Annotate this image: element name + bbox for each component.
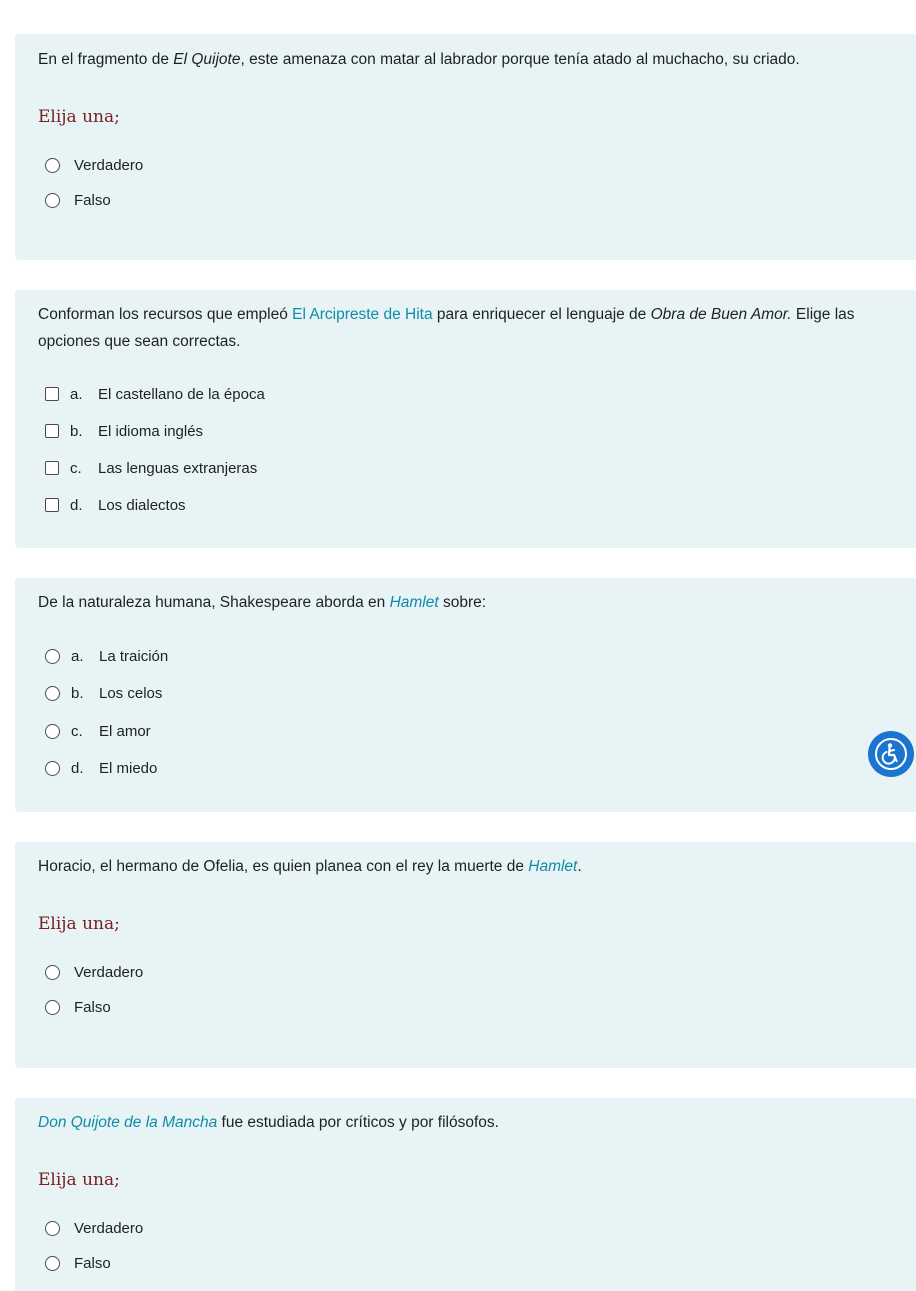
choose-one-prompt: Elija una;: [38, 1170, 120, 1190]
option-falso[interactable]: [45, 996, 111, 1018]
radio-button[interactable]: [45, 965, 60, 980]
option-verdadero[interactable]: [45, 154, 143, 176]
option-label: El idioma inglés: [98, 422, 204, 440]
option-label: El amor: [99, 722, 151, 740]
question-text-part: , este amenaza con matar al labrador porque tenía atado al muchacho, su criado.: [240, 51, 800, 68]
option-label: Falso: [74, 1254, 111, 1272]
radio-button[interactable]: [45, 1256, 60, 1271]
checkbox[interactable]: [45, 461, 59, 475]
radio-button[interactable]: [45, 1000, 60, 1015]
accessibility-button[interactable]: [868, 731, 914, 777]
option-b[interactable]: [45, 420, 203, 442]
option-letter: b.: [70, 422, 83, 440]
option-letter: a.: [70, 385, 83, 403]
radio-button[interactable]: [45, 761, 60, 776]
question-card-3: [15, 578, 916, 812]
radio-button[interactable]: [45, 686, 60, 701]
option-label: La traición: [99, 647, 169, 665]
option-label: Verdadero: [74, 1219, 144, 1237]
question-text-italic: Obra de Buen Amor.: [650, 306, 792, 323]
checkbox[interactable]: [45, 387, 59, 401]
option-verdadero[interactable]: [45, 1217, 143, 1239]
option-label: El miedo: [99, 759, 158, 777]
question-text: [38, 589, 896, 616]
question-card-1: [15, 34, 916, 260]
option-label: Falso: [74, 998, 111, 1016]
radio-button[interactable]: [45, 649, 60, 664]
radio-button[interactable]: [45, 724, 60, 739]
accessibility-icon: [874, 737, 908, 771]
option-label: Los celos: [99, 684, 163, 702]
option-falso[interactable]: [45, 189, 111, 211]
question-text: [38, 1109, 896, 1136]
question-text: [38, 46, 896, 73]
option-d[interactable]: [45, 757, 157, 779]
question-text-part: Conforman los recursos que empleó: [38, 306, 293, 323]
question-text: [38, 853, 896, 880]
choose-one-prompt: Elija una;: [38, 914, 120, 934]
option-label: El castellano de la época: [98, 385, 265, 403]
question-text-part: sobre:: [438, 594, 487, 611]
question-text-part: Elige las opciones que sean correctas.: [38, 306, 855, 350]
option-label: Los dialectos: [98, 496, 186, 514]
question-text-part: fue estudiada por críticos y por filósofos.: [217, 1114, 499, 1131]
question-text-part: Horacio, el hermano de Ofelia, es quien planea con el rey la muerte de: [38, 858, 529, 875]
question-card-2: [15, 290, 916, 548]
option-c[interactable]: [45, 720, 151, 742]
question-text-italic: El Quijote: [173, 51, 241, 68]
question-card-5: [15, 1098, 916, 1291]
question-text-part: De la naturaleza humana, Shakespeare aborda en: [38, 594, 390, 611]
option-letter: a.: [71, 647, 84, 665]
option-letter: c.: [70, 459, 82, 477]
option-letter: b.: [71, 684, 84, 702]
option-b[interactable]: [45, 682, 162, 704]
checkbox[interactable]: [45, 498, 59, 512]
option-label: Verdadero: [74, 963, 144, 981]
radio-button[interactable]: [45, 158, 60, 173]
option-label: Falso: [74, 191, 111, 209]
choose-one-prompt: Elija una;: [38, 107, 120, 127]
don-quijote-link[interactable]: Don Quijote de la Mancha: [38, 1114, 218, 1131]
option-falso[interactable]: [45, 1252, 111, 1274]
option-verdadero[interactable]: [45, 961, 143, 983]
option-a[interactable]: [45, 383, 265, 405]
radio-button[interactable]: [45, 1221, 60, 1236]
hamlet-link[interactable]: Hamlet: [528, 858, 578, 875]
option-a[interactable]: [45, 645, 168, 667]
option-d[interactable]: [45, 494, 186, 516]
question-card-4: [15, 842, 916, 1068]
radio-button[interactable]: [45, 193, 60, 208]
checkbox[interactable]: [45, 424, 59, 438]
option-letter: c.: [71, 722, 83, 740]
option-label: Las lenguas extranjeras: [98, 459, 258, 477]
option-label: Verdadero: [74, 156, 144, 174]
hamlet-link[interactable]: Hamlet: [389, 594, 439, 611]
option-c[interactable]: [45, 457, 257, 479]
author-link[interactable]: El Arcipreste de Hita: [292, 306, 433, 323]
question-text-part: .: [577, 858, 582, 875]
option-letter: d.: [70, 496, 83, 514]
option-letter: d.: [71, 759, 84, 777]
question-text-part: En el fragmento de: [38, 51, 174, 68]
question-text-part: para enriquecer el lenguaje de: [432, 306, 651, 323]
question-text: [38, 301, 896, 355]
